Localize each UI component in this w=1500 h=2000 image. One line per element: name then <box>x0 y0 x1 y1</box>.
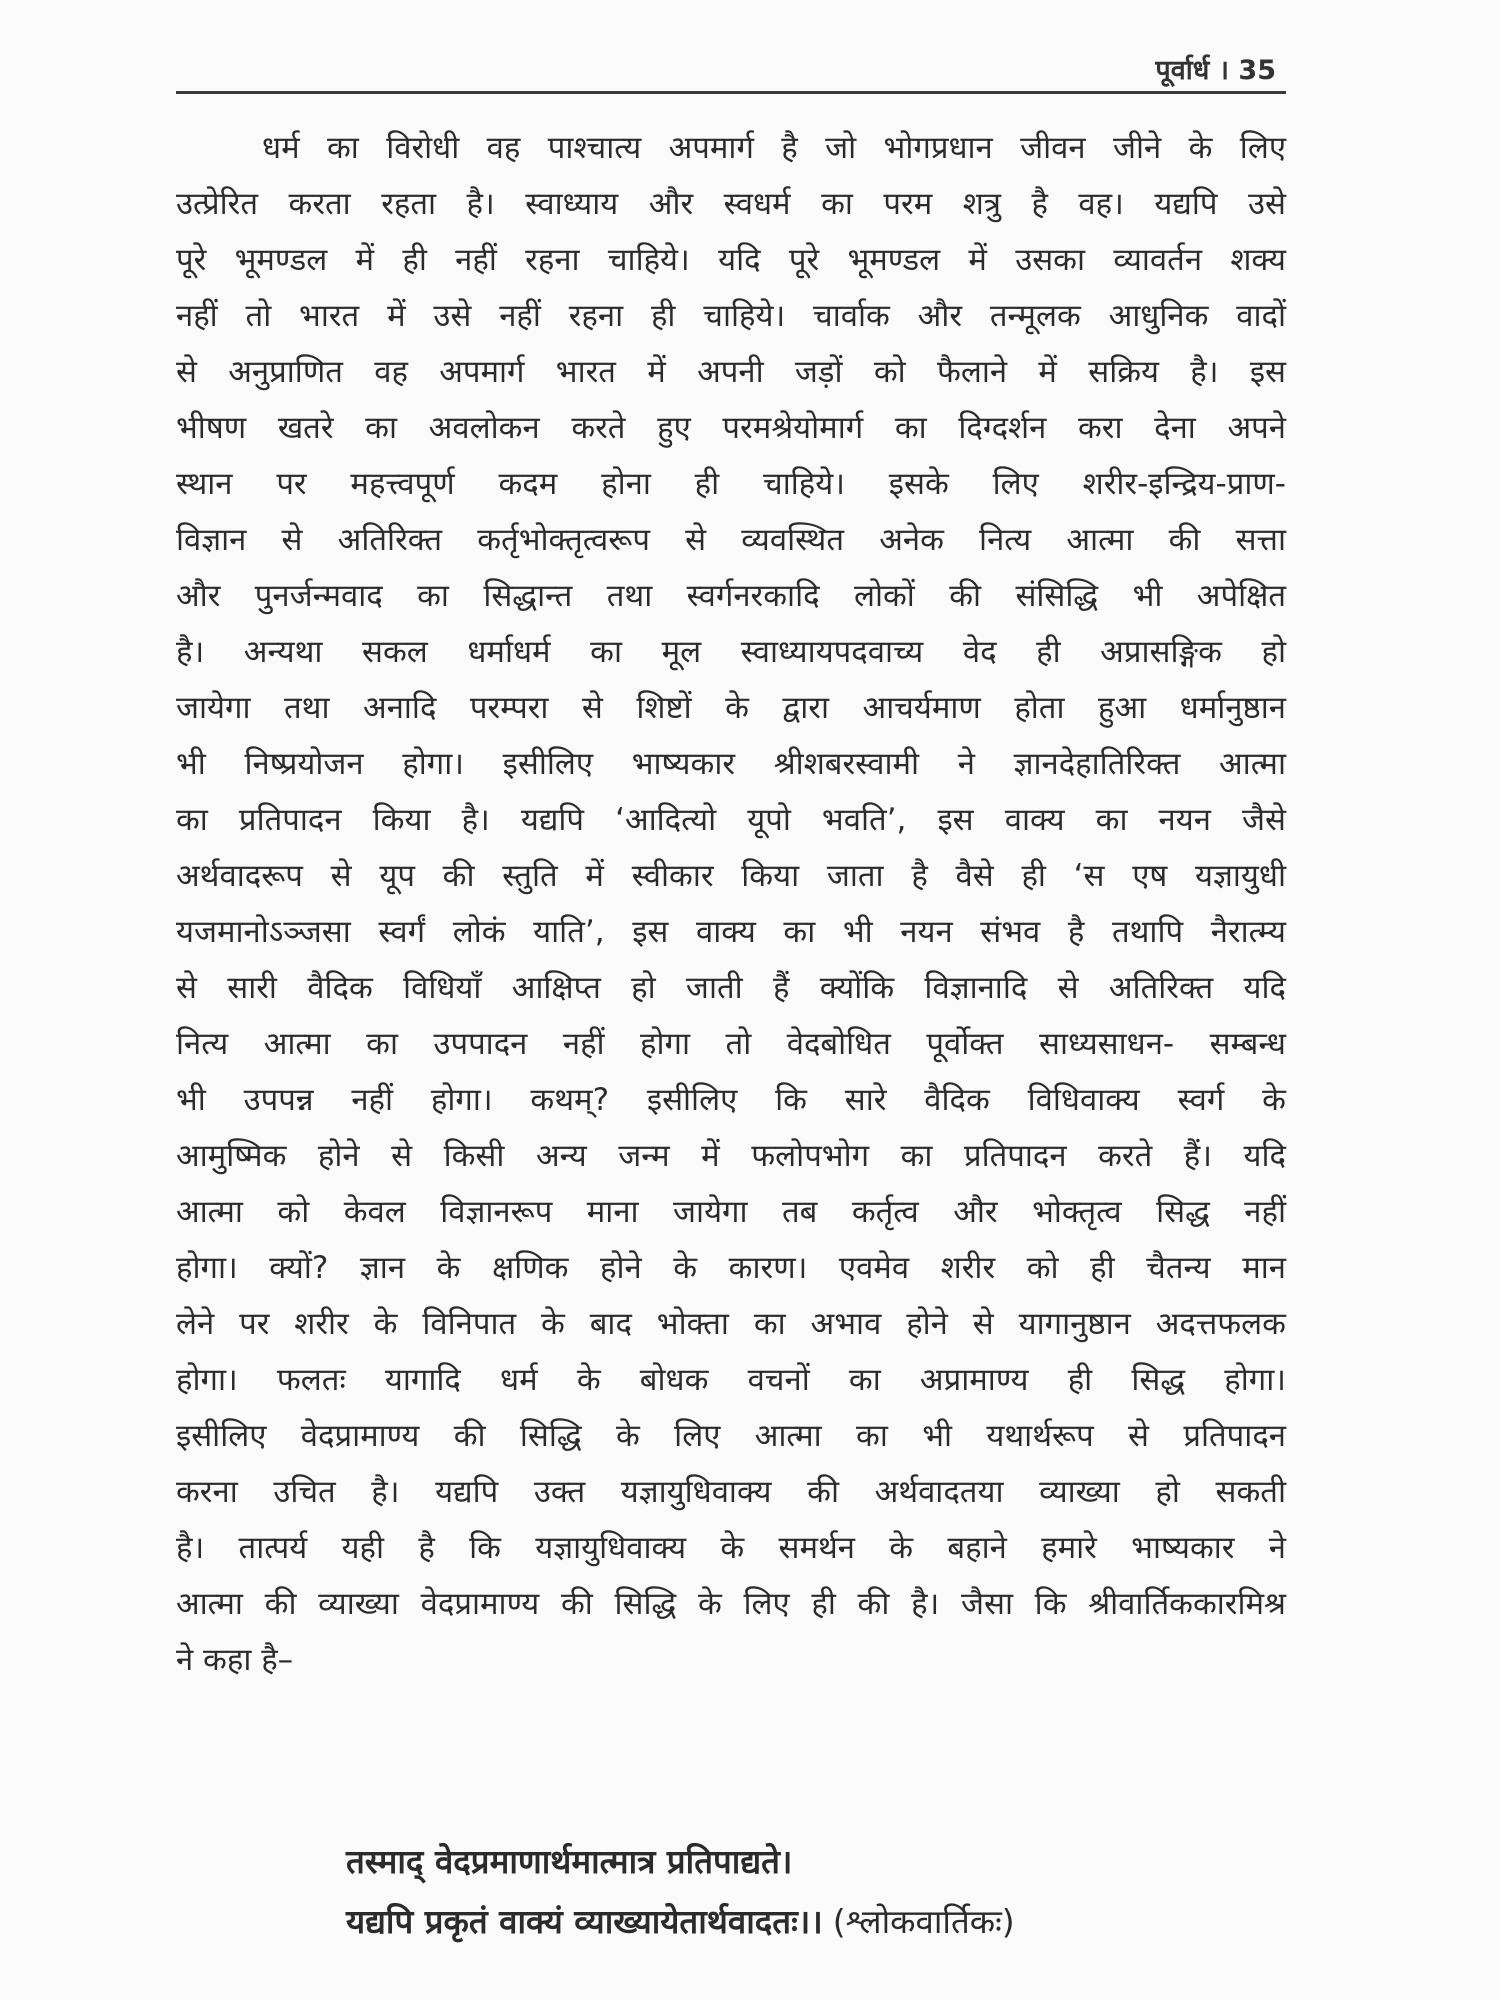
text-line: पूरे भूमण्डल में ही नहीं रहना चाहिये। यदि पूरे भूमण्डल में उसका व्यावर्तन शक्य <box>176 242 1286 278</box>
running-header <box>176 44 1286 94</box>
text-line: नित्य आत्मा का उपपादन नहीं होगा तो वेदबोधित पूर्वोक्त साध्यसाधन- सम्बन्ध <box>176 1026 1286 1062</box>
body-text <box>176 120 1286 1688</box>
text-line: भी उपपन्न नहीं होगा। कथम्? इसीलिए कि सारे वैदिक विधिवाक्य स्वर्ग के <box>176 1082 1286 1118</box>
text-line: आत्मा की व्याख्या वेदप्रामाण्य की सिद्धि के लिए ही की है। जैसा कि श्रीवार्तिककारमिश्र <box>176 1586 1286 1622</box>
text-line: होगा। फलतः यागादि धर्म के बोधक वचनों का अप्रामाण्य ही सिद्ध होगा। <box>176 1362 1286 1398</box>
text-line: होगा। क्यों? ज्ञान के क्षणिक होने के कारण। एवमेव शरीर को ही चैतन्य मान <box>176 1250 1286 1286</box>
text-line: से सारी वैदिक विधियाँ आक्षिप्त हो जाती हैं क्योंकि विज्ञानादि से अतिरिक्त यदि <box>176 970 1286 1006</box>
quoted-verse <box>346 1832 1296 1952</box>
text-line: स्थान पर महत्त्वपूर्ण कदम होना ही चाहिये। इसके लिए शरीर-इन्द्रिय-प्राण- <box>176 466 1286 502</box>
text-line: है। तात्पर्य यही है कि यज्ञायुधिवाक्य के समर्थन के बहाने हमारे भाष्यकार ने <box>176 1530 1286 1566</box>
verse-line-1: तस्माद् वेदप्रमाणार्थमात्मात्र प्रतिपाद्यते। <box>346 1842 793 1881</box>
verse-line-2 <box>346 1892 1296 1952</box>
text-line: अर्थवादरूप से यूप की स्तुति में स्वीकार किया जाता है वैसे ही ‘स एष यज्ञायुधी <box>176 858 1286 894</box>
text-line: आत्मा को केवल विज्ञानरूप माना जायेगा तब कर्तृत्व और भोक्तृत्व सिद्ध नहीं <box>176 1194 1286 1230</box>
header-rule <box>176 91 1286 94</box>
text-line: लेने पर शरीर के विनिपात के बाद भोक्ता का अभाव होने से यागानुष्ठान अदत्तफलक <box>176 1306 1286 1342</box>
text-line: का प्रतिपादन किया है। यद्यपि ‘आदित्यो यूपो भवति’, इस वाक्य का नयन जैसे <box>176 802 1286 838</box>
section-title: पूर्वार्ध <box>1155 55 1210 86</box>
text-line: ने कहा है– <box>176 1642 294 1678</box>
text-line: से अनुप्राणित वह अपमार्ग भारत में अपनी जड़ों को फैलाने में सक्रिय है। इस <box>176 354 1286 390</box>
text-line: जायेगा तथा अनादि परम्परा से शिष्टों के द्वारा आचर्यमाण होता हुआ धर्मानुष्ठान <box>176 690 1286 726</box>
verse-line-2-text: यद्यपि प्रकृतं वाक्यं व्याख्यायेतार्थवादतः।। <box>346 1902 823 1941</box>
text-line: आमुष्मिक होने से किसी अन्य जन्म में फलोपभोग का प्रतिपादन करते हैं। यदि <box>176 1138 1286 1174</box>
text-line: उत्प्रेरित करता रहता है। स्वाध्याय और स्वधर्म का परम शत्रु है वह। यद्यपि उसे <box>176 186 1286 222</box>
header-text <box>1155 50 1276 87</box>
text-line: इसीलिए वेदप्रामाण्य की सिद्धि के लिए आत्मा का भी यथार्थरूप से प्रतिपादन <box>176 1418 1286 1454</box>
text-line: धर्म का विरोधी वह पाश्चात्य अपमार्ग है जो भोगप्रधान जीवन जीने के लिए <box>262 130 1286 166</box>
text-line: करना उचित है। यद्यपि उक्त यज्ञायुधिवाक्य की अर्थवादतया व्याख्या हो सकती <box>176 1474 1286 1510</box>
text-line: विज्ञान से अतिरिक्त कर्तृभोक्तृत्वरूप से व्यवस्थित अनेक नित्य आत्मा की सत्ता <box>176 522 1286 558</box>
text-line: है। अन्यथा सकल धर्माधर्म का मूल स्वाध्यायपदवाच्य वेद ही अप्रासङ्गिक हो <box>176 634 1286 670</box>
text-line: भीषण खतरे का अवलोकन करते हुए परमश्रेयोमार्ग का दिग्दर्शन करा देना अपने <box>176 410 1286 446</box>
text-line: और पुनर्जन्मवाद का सिद्धान्त तथा स्वर्गनरकादि लोकों की संसिद्धि भी अपेक्षित <box>176 578 1286 614</box>
header-separator: । <box>1218 55 1230 86</box>
text-line: भी निष्प्रयोजन होगा। इसीलिए भाष्यकार श्रीशबरस्वामी ने ज्ञानदेहातिरिक्त आत्मा <box>176 746 1286 782</box>
verse-citation: (श्लोकवार्तिकः) <box>832 1902 1015 1941</box>
text-line: नहीं तो भारत में उसे नहीं रहना ही चाहिये। चार्वाक और तन्मूलक आधुनिक वादों <box>176 298 1286 334</box>
page-number: 35 <box>1238 55 1276 86</box>
text-line: यजमानोऽञ्जसा स्वर्गं लोकं याति’, इस वाक्य का भी नयन संभव है तथापि नैरात्म्य <box>176 914 1286 950</box>
